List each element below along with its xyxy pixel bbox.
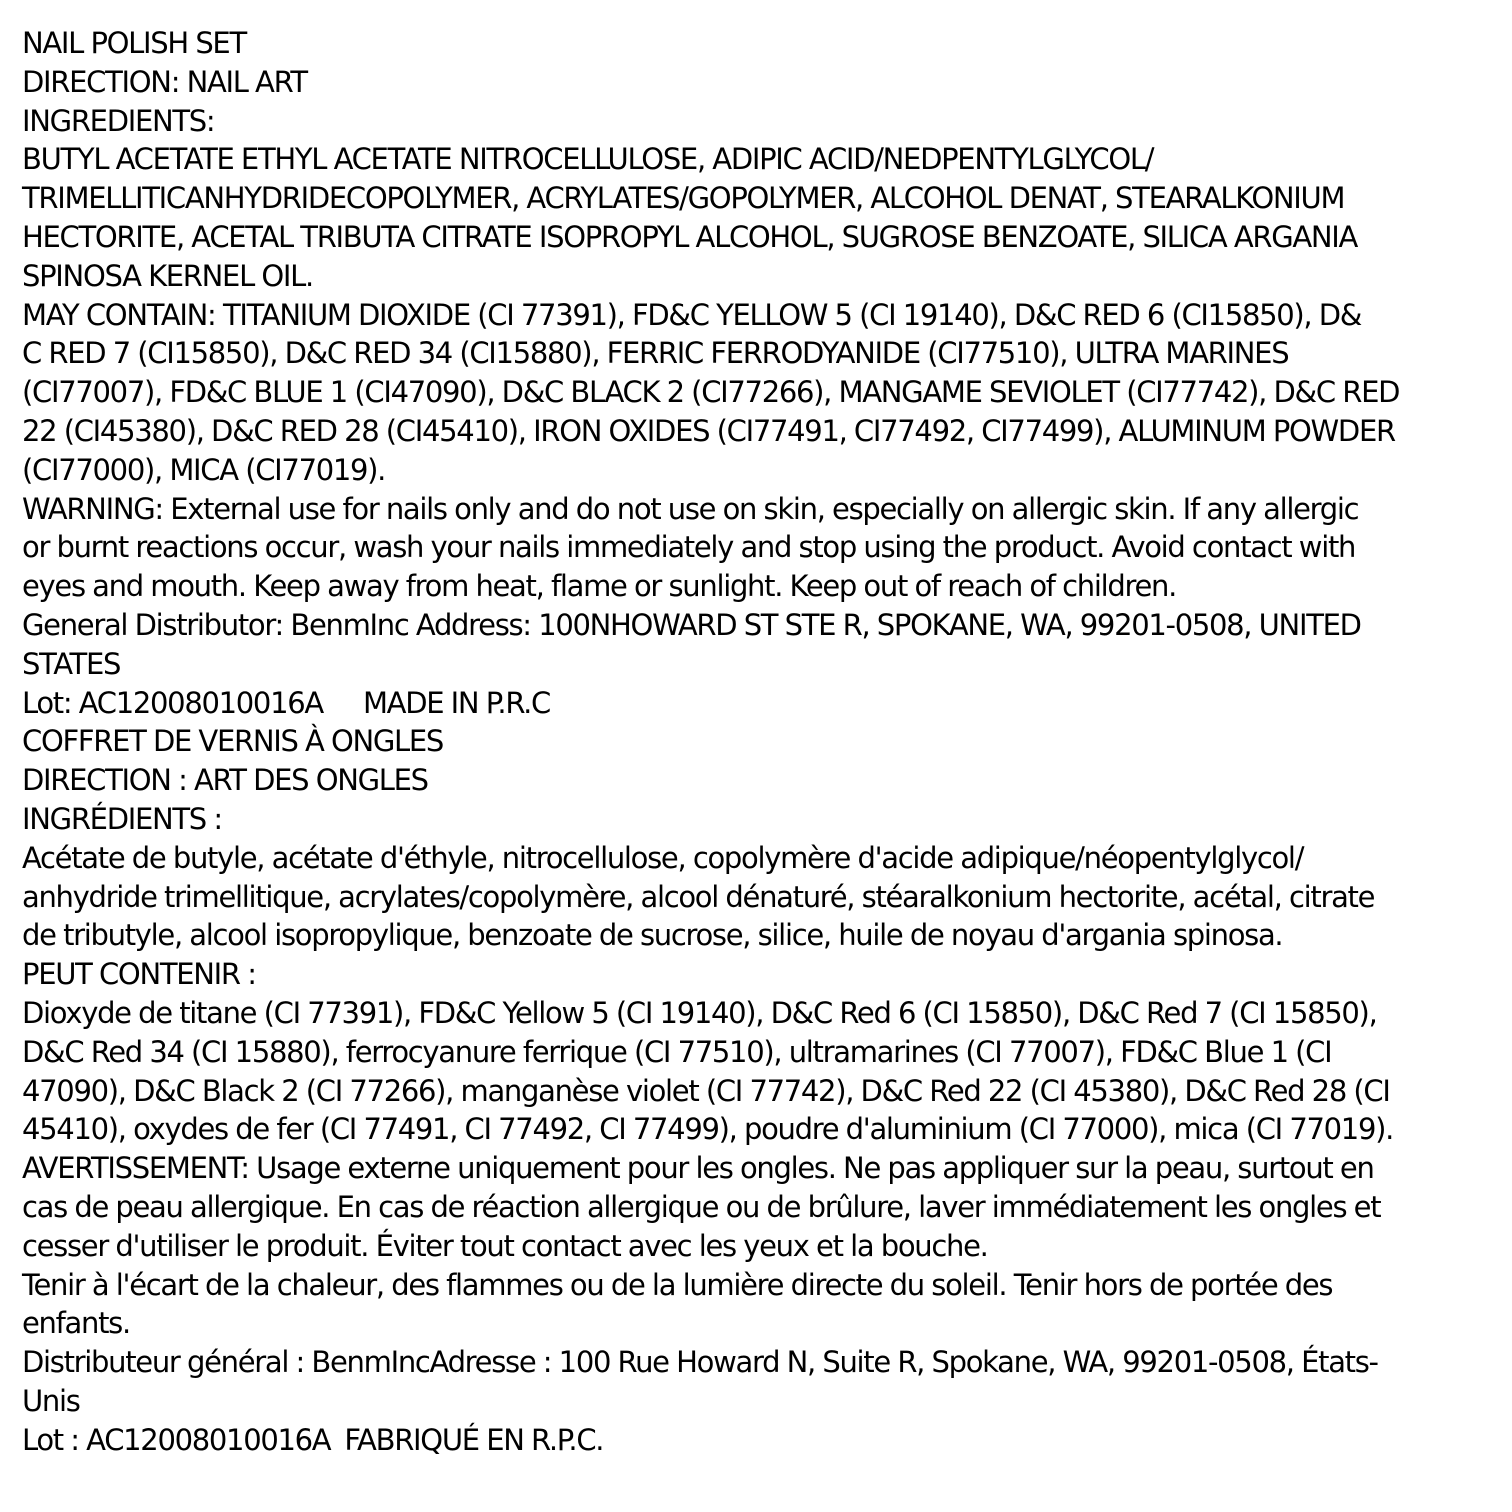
distributor-line: STATES — [22, 646, 121, 681]
warning-line-fr: Tenir à l'écart de la chaleur, des flammes ou de la lumière directe du soleil. Tenir hors de portée des — [22, 1267, 1333, 1302]
may-contain-line-fr: 47090), D&C Black 2 (CI 77266), manganèse violet (CI 77742), D&C Red 22 (CI 45380), D&C Red 28 (CI — [22, 1073, 1390, 1108]
warning-line-fr: cas de peau allergique. En cas de réaction allergique ou de brûlure, laver immédiatement les ongles et — [22, 1189, 1381, 1224]
ingredients-line-fr: anhydride trimellitique, acrylates/copolymère, alcool dénaturé, stéaralkonium hectorite, acétal, citrate — [22, 879, 1375, 914]
lot-number: Lot: AC12008010016A — [22, 685, 323, 720]
origin-text-fr: FABRIQUÉ EN R.P.C. — [344, 1422, 604, 1457]
may-contain-line-fr: Dioxyde de titane (CI 77391), FD&C Yellow 5 (CI 19140), D&C Red 6 (CI 15850), D&C Red 7 (CI 15850), — [22, 995, 1377, 1030]
ingredients-line: HECTORITE, ACETAL TRIBUTA CITRATE ISOPROPYL ALCOHOL, SUGROSE BENZOATE, SILICA ARGANIA — [22, 219, 1358, 254]
warning-line: eyes and mouth. Keep away from heat, flame or sunlight. Keep out of reach of children. — [22, 569, 1176, 604]
ingredients-line: TRIMELLITICANHYDRIDECOPOLYMER, ACRYLATES/GOPOLYMER, ALCOHOL DENAT, STEARALKONIUM — [22, 181, 1345, 216]
warning-line-fr: AVERTISSEMENT: Usage externe uniquement pour les ongles. Ne pas appliquer sur la peau, surtout en — [22, 1151, 1374, 1186]
ingredients-line: SPINOSA KERNEL OIL. — [22, 258, 313, 293]
direction-text-fr: DIRECTION : ART DES ONGLES — [22, 763, 428, 798]
may-contain-line-fr: D&C Red 34 (CI 15880), ferrocyanure ferrique (CI 77510), ultramarines (CI 77007), FD&C Blue 1 (CI — [22, 1034, 1332, 1069]
origin-text: MADE IN P.R.C — [362, 685, 551, 720]
ingredients-heading: INGREDIENTS: — [22, 103, 215, 138]
lot-origin-row — [22, 684, 1484, 723]
may-contain-line: C RED 7 (CI15850), D&C RED 34 (CI15880), FERRIC FERRODYANIDE (CI77510), ULTRA MARINES — [22, 336, 1289, 371]
ingredients-line: BUTYL ACETATE ETHYL ACETATE NITROCELLULOSE, ADIPIC ACID/NEDPENTYLGLYCOL/ — [22, 142, 1154, 177]
warning-line: or burnt reactions occur, wash your nails immediately and stop using the product. Avoid contact with — [22, 530, 1356, 565]
warning-line-fr: enfants. — [22, 1306, 130, 1341]
distributor-line-fr: Distributeur général : BenmIncAdresse : 100 Rue Howard N, Suite R, Spokane, WA, 99201-0508, États- — [22, 1345, 1378, 1380]
product-title: NAIL POLISH SET — [22, 26, 246, 60]
may-contain-line: 22 (CI45380), D&C RED 28 (CI45410), IRON OXIDES (CI77491, CI77492, CI77499), ALUMINUM POWDER — [22, 413, 1395, 448]
lot-origin-row-fr — [22, 1421, 1484, 1460]
may-contain-line: (CI77000), MICA (CI77019). — [22, 452, 386, 487]
ingredients-line-fr: Acétate de butyle, acétate d'éthyle, nitrocellulose, copolymère d'acide adipique/néopentylglycol/ — [22, 840, 1304, 875]
product-title-fr: COFFRET DE VERNIS À ONGLES — [22, 724, 444, 759]
may-contain-heading-fr: PEUT CONTENIR : — [22, 957, 256, 992]
direction-text: DIRECTION: NAIL ART — [22, 64, 307, 99]
warning-line-fr: cesser d'utiliser le produit. Éviter tout contact avec les yeux et la bouche. — [22, 1228, 988, 1263]
may-contain-line: MAY CONTAIN: TITANIUM DIOXIDE (CI 77391), FD&C YELLOW 5 (CI 19140), D&C RED 6 (CI15850), D& — [22, 297, 1362, 332]
lot-number-fr: Lot : AC12008010016A — [22, 1422, 331, 1457]
may-contain-line: (CI77007), FD&C BLUE 1 (CI47090), D&C BLACK 2 (CI77266), MANGAME SEVIOLET (CI77742), D&C RED — [22, 375, 1400, 410]
product-label — [22, 24, 1484, 1459]
distributor-line: General Distributor: BenmInc Address: 100NHOWARD ST STE R, SPOKANE, WA, 99201-0508, UNITED — [22, 607, 1361, 642]
warning-line: WARNING: External use for nails only and do not use on skin, especially on allergic skin. If any allergic — [22, 491, 1359, 526]
french-section — [22, 722, 1484, 1459]
ingredients-line-fr: de tributyle, alcool isopropylique, benzoate de sucrose, silice, huile de noyau d'argania spinosa. — [22, 918, 1283, 953]
distributor-line-fr: Unis — [22, 1383, 80, 1418]
ingredients-heading-fr: INGRÉDIENTS : — [22, 801, 222, 836]
may-contain-line-fr: 45410), oxydes de fer (CI 77491, CI 77492, CI 77499), poudre d'aluminium (CI 77000), mica (CI 77019). — [22, 1112, 1394, 1147]
english-section — [22, 24, 1484, 722]
